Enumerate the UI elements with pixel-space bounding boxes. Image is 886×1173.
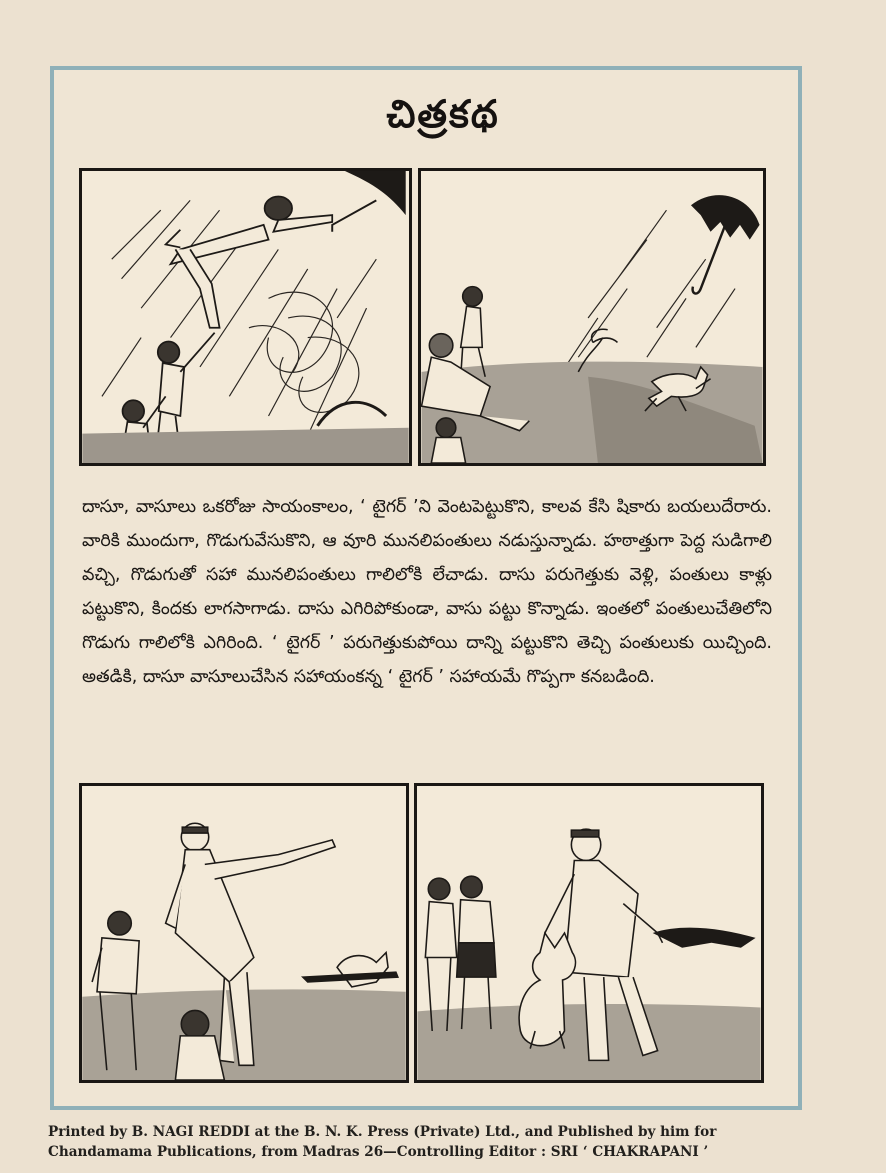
umbrella [653, 928, 756, 948]
comic-panel-1-illustration [82, 171, 409, 463]
comic-panel-1 [79, 168, 412, 466]
comic-panel-4 [414, 783, 764, 1083]
comic-panel-3 [79, 783, 409, 1083]
story-text [82, 490, 772, 694]
flying-umbrella [691, 195, 760, 293]
page-title: చిత్రకథ [386, 92, 500, 136]
comic-panel-3-illustration [82, 786, 406, 1080]
footer-line-2: Chandamama Publications, from Madras 26—Controlling Editor : SRI ‘ CHAKRAPANI ’ [48, 1144, 709, 1160]
story-paragraph: దాసూ, వాసూలు ఒకరోజు సాయంకాలం, ‘ టైగర్ ’ని వెంటపెట్టుకొని, కాలవ కేసి షికారు బయలుదేరారు. వారికి ముందుగా, గొడుగువేసుకొని, ఆ వూరి మునలిపంతులు నడుస్తున్నాడు. హఠాత్తుగా పెద్ద సుడిగాలి వచ్చి, గొడుగుతో సహా మునలిపంతులు గాలిలోకి లేచాడు. దాసు పరుగెత్తుకు వెళ్లి, పంతులు కాళ్లు పట్టుకొని, కిందకు లాగసాగాడు. దాసు ఎగిరిపోకుండా, వాసు పట్టు కొన్నాడు. ఇంతలో పంతులుచేతిలోని గొడుగు గాలిలోకి ఎగిరింది. ‘ టైగర్ ’ పరుగెత్తుకుపోయి దాన్ని పట్టుకొని తెచ్చి పంతులుకు యిచ్చింది. అతడికి, దాసూ వాసూలుచేసిన సహాయంకన్న ‘ టైగర్ ’ సహాయమే గొప్పగా కనబడింది. [82, 497, 772, 687]
comic-panel-2-illustration [421, 171, 763, 463]
comic-panel-2 [418, 168, 766, 466]
comic-panel-4-illustration [417, 786, 761, 1080]
footer-line-1: Printed by B. NAGI REDDI at the B. N. K. Press (Private) Ltd., and Published by him for [48, 1124, 717, 1140]
dog-with-umbrella [303, 953, 398, 987]
publication-footer [48, 1122, 848, 1162]
